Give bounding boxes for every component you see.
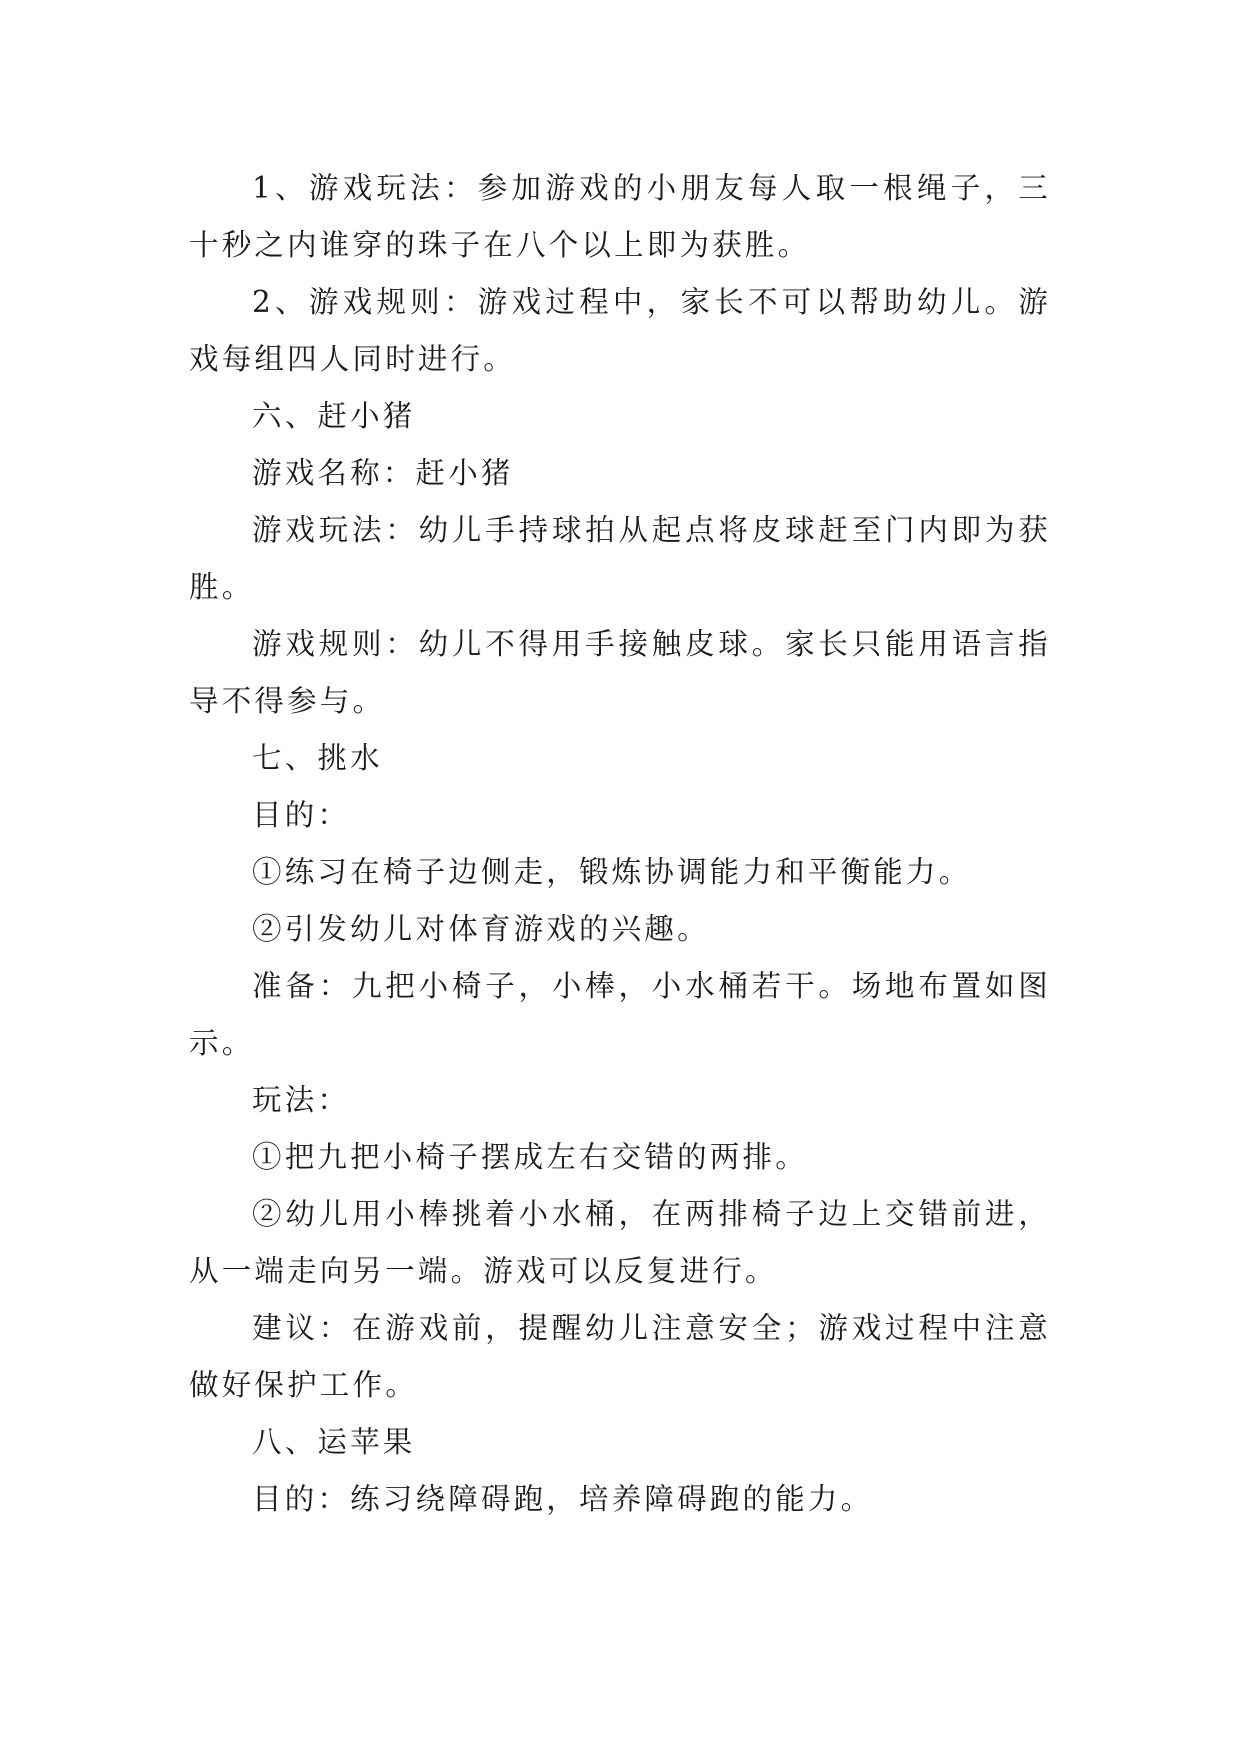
paragraph-method-item-1: ①把九把小椅子摆成左右交错的两排。 [252,1140,808,1174]
section-heading-6: 六、赶小猪 [252,399,416,433]
section-heading-8: 八、运苹果 [252,1425,416,1459]
paragraph-game-play: 游戏玩法：幼儿手持球拍从起点将皮球赶至门内即为获胜。 [189,513,1051,604]
paragraph-suggestion: 建议：在游戏前，提醒幼儿注意安全；游戏过程中注意做好保护工作。 [189,1311,1051,1402]
paragraph-purpose-label: 目的： [252,798,351,832]
section-heading-7: 七、挑水 [252,741,383,775]
paragraph-preparation: 准备：九把小椅子，小棒，小水桶若干。场地布置如图示。 [189,969,1051,1060]
paragraph-game-rules-2: 2、游戏规则：游戏过程中，家长不可以帮助幼儿。游戏每组四人同时进行。 [189,285,1051,376]
paragraph-purpose-item-1: ①练习在椅子边侧走，锻炼协调能力和平衡能力。 [252,855,972,889]
paragraph-method-label: 玩法： [252,1083,351,1117]
paragraph-method-item-2: ②幼儿用小棒挑着小水桶，在两排椅子边上交错前进，从一端走向另一端。游戏可以反复进行。 [189,1197,1051,1288]
paragraph-purpose-item-2: ②引发幼儿对体育游戏的兴趣。 [252,912,710,946]
paragraph-game-rules: 游戏规则：幼儿不得用手接触皮球。家长只能用语言指导不得参与。 [189,627,1051,718]
paragraph-game-name: 游戏名称：赶小猪 [252,456,514,490]
paragraph-game-play-1: 1、游戏玩法：参加游戏的小朋友每人取一根绳子，三十秒之内谁穿的珠子在八个以上即为获胜。 [189,171,1051,262]
document-body [189,160,1051,1528]
paragraph-purpose-8: 目的：练习绕障碍跑，培养障碍跑的能力。 [252,1482,874,1516]
